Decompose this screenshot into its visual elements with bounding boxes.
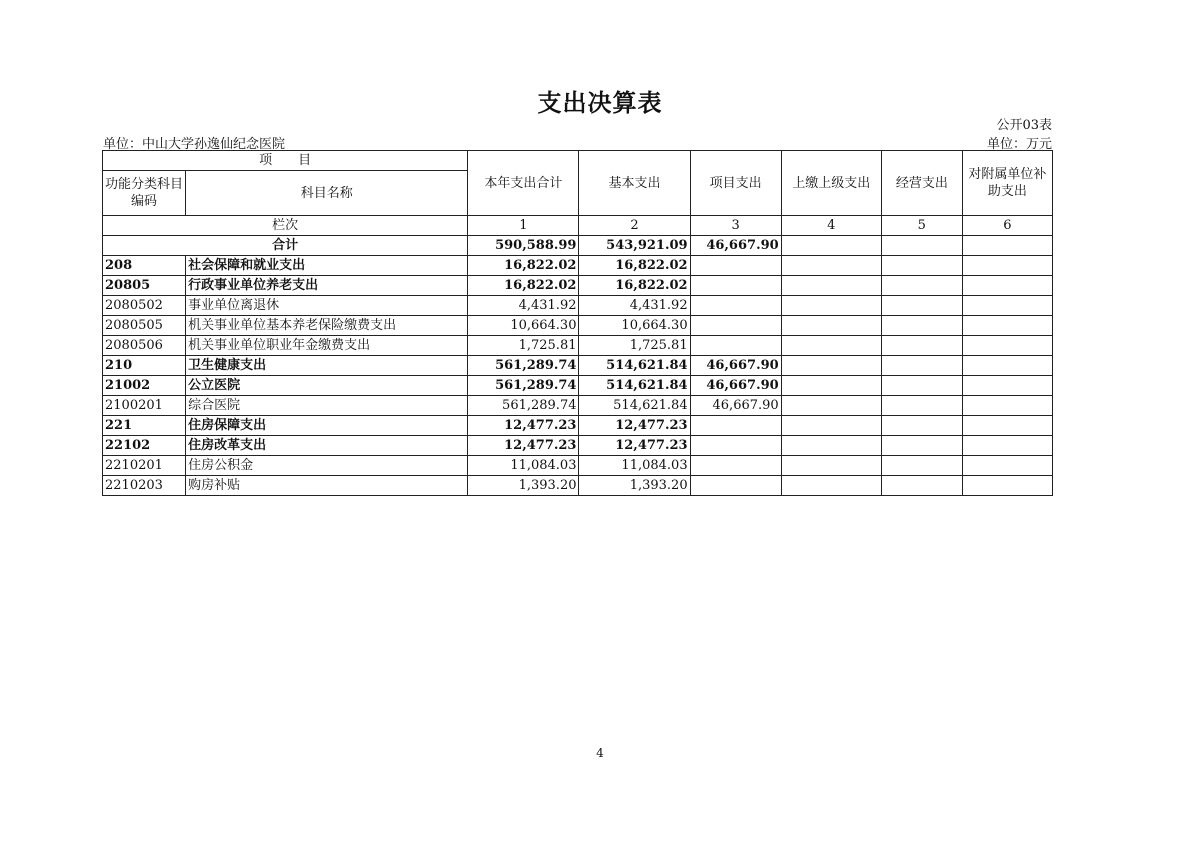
column-number: 6 <box>962 216 1052 236</box>
form-number: 公开03表 <box>996 118 1052 133</box>
row-code: 221 <box>103 416 186 436</box>
row-total: 561,289.74 <box>468 356 579 376</box>
row-name: 住房改革支出 <box>186 436 468 456</box>
row-name: 卫生健康支出 <box>186 356 468 376</box>
table-row <box>103 276 1053 296</box>
row-basic: 16,822.02 <box>579 256 690 276</box>
currency-unit: 单位：万元 <box>986 137 1052 152</box>
row-total: 4,431.92 <box>468 296 579 316</box>
row-code: 2080502 <box>103 296 186 316</box>
row-total: 1,725.81 <box>468 336 579 356</box>
summary-label: 合计 <box>103 236 468 256</box>
row-code: 210 <box>103 356 186 376</box>
table-row <box>103 476 1053 496</box>
summary-row <box>103 236 1053 256</box>
row-basic: 514,621.84 <box>579 376 690 396</box>
row-basic: 1,725.81 <box>579 336 690 356</box>
row-name: 机关事业单位基本养老保险缴费支出 <box>186 316 468 336</box>
row-basic: 16,822.02 <box>579 276 690 296</box>
row-code: 2210203 <box>103 476 186 496</box>
table-row <box>103 456 1053 476</box>
header-name: 科目名称 <box>186 171 468 216</box>
table-row <box>103 416 1053 436</box>
table-row <box>103 296 1053 316</box>
summary-project: 46,667.90 <box>690 236 781 256</box>
reporting-unit: 单位：中山大学孙逸仙纪念医院 <box>103 137 286 152</box>
row-total: 10,664.30 <box>468 316 579 336</box>
header-subsidy: 对附属单位补助支出 <box>962 151 1052 216</box>
row-project <box>690 316 781 336</box>
row-total: 11,084.03 <box>468 456 579 476</box>
row-basic: 12,477.23 <box>579 416 690 436</box>
column-number-row <box>103 216 1053 236</box>
column-number: 5 <box>881 216 962 236</box>
row-code: 2080505 <box>103 316 186 336</box>
expenditure-table <box>102 150 1053 496</box>
table-row <box>103 336 1053 356</box>
row-project <box>690 416 781 436</box>
page-number: 4 <box>596 746 604 760</box>
row-name: 行政事业单位养老支出 <box>186 276 468 296</box>
table-row <box>103 316 1053 336</box>
row-project <box>690 476 781 496</box>
row-basic: 1,393.20 <box>579 476 690 496</box>
header-basic: 基本支出 <box>579 151 690 216</box>
row-total: 12,477.23 <box>468 436 579 456</box>
row-project <box>690 276 781 296</box>
row-code: 2100201 <box>103 396 186 416</box>
header-business: 经营支出 <box>881 151 962 216</box>
row-name: 事业单位离退休 <box>186 296 468 316</box>
row-basic: 4,431.92 <box>579 296 690 316</box>
summary-basic: 543,921.09 <box>579 236 690 256</box>
row-project: 46,667.90 <box>690 376 781 396</box>
header-project: 项目支出 <box>690 151 781 216</box>
row-basic: 514,621.84 <box>579 396 690 416</box>
row-total: 1,393.20 <box>468 476 579 496</box>
page-title: 支出决算表 <box>537 88 663 117</box>
row-name: 住房保障支出 <box>186 416 468 436</box>
header-row-1 <box>103 151 1053 171</box>
table-row <box>103 356 1053 376</box>
header-code: 功能分类科目编码 <box>103 171 186 216</box>
column-number: 4 <box>781 216 881 236</box>
row-project <box>690 296 781 316</box>
row-project <box>690 256 781 276</box>
row-basic: 12,477.23 <box>579 436 690 456</box>
table-row <box>103 376 1053 396</box>
header-total: 本年支出合计 <box>468 151 579 216</box>
column-number: 3 <box>690 216 781 236</box>
row-project <box>690 436 781 456</box>
row-project: 46,667.90 <box>690 356 781 376</box>
row-total: 12,477.23 <box>468 416 579 436</box>
column-number: 1 <box>468 216 579 236</box>
row-project: 46,667.90 <box>690 396 781 416</box>
row-name: 社会保障和就业支出 <box>186 256 468 276</box>
row-total: 561,289.74 <box>468 376 579 396</box>
row-name: 公立医院 <box>186 376 468 396</box>
row-code: 22102 <box>103 436 186 456</box>
row-code: 20805 <box>103 276 186 296</box>
row-code: 208 <box>103 256 186 276</box>
column-label: 栏次 <box>103 216 468 236</box>
row-project <box>690 456 781 476</box>
summary-total: 590,588.99 <box>468 236 579 256</box>
table-row <box>103 436 1053 456</box>
row-total: 16,822.02 <box>468 276 579 296</box>
row-code: 2080506 <box>103 336 186 356</box>
row-basic: 10,664.30 <box>579 316 690 336</box>
row-total: 16,822.02 <box>468 256 579 276</box>
header-upper: 上缴上级支出 <box>781 151 881 216</box>
row-code: 21002 <box>103 376 186 396</box>
row-project <box>690 336 781 356</box>
table-row <box>103 256 1053 276</box>
row-name: 综合医院 <box>186 396 468 416</box>
row-basic: 514,621.84 <box>579 356 690 376</box>
row-total: 561,289.74 <box>468 396 579 416</box>
table-row <box>103 396 1053 416</box>
header-item: 项 目 <box>103 151 468 171</box>
row-name: 住房公积金 <box>186 456 468 476</box>
row-name: 机关事业单位职业年金缴费支出 <box>186 336 468 356</box>
row-name: 购房补贴 <box>186 476 468 496</box>
column-number: 2 <box>579 216 690 236</box>
row-basic: 11,084.03 <box>579 456 690 476</box>
row-code: 2210201 <box>103 456 186 476</box>
